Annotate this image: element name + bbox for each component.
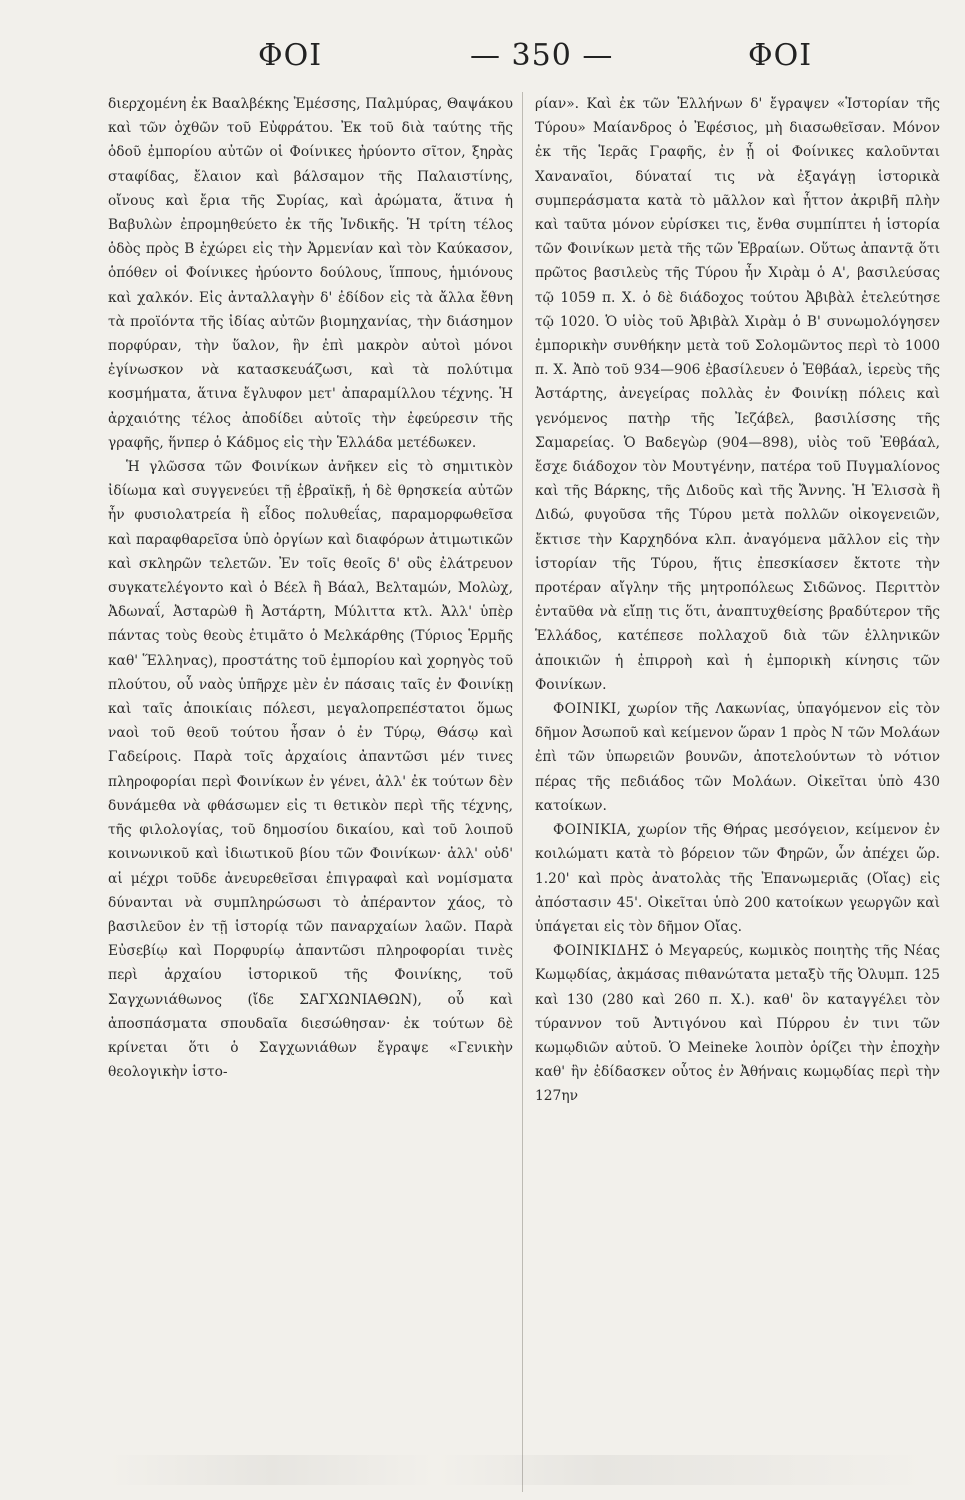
column-divider xyxy=(522,92,523,1492)
entry-body: ὁ Μεγαρεύς, κωμικὸς ποιητὴς τῆς Νέας Κωμῳδίας, ἀκμάσας πιθανώτατα μεταξὺ τῆς Ὀλυμπ. 125 καὶ 130 (280 καὶ 260 π. Χ.). καθ' ὃν καταγγέλει τὸν τύραννον τοῦ Ἀντιγόνου καὶ Πύρρου ἐν τινι τῶν κωμῳδιῶν αὐτοῦ. Ὁ Meineke λοιπὸν ὁρίζει τὴν ἐποχὴν καθ' ἣν ἐδίδασκεν οὗτος ἐν Ἀθήναις κωμῳδίας περὶ τὴν 127ην xyxy=(535,943,940,1105)
header-right-guideword: ΦΟΙ xyxy=(748,38,813,73)
header-left-guideword: ΦΟΙ xyxy=(258,38,323,73)
entry-phoinikia xyxy=(535,818,940,939)
entry-body: , χωρίον τῆς Θήρας μεσόγειον, κείμενον ἐν κοιλώματι κατὰ τὸ βόρειον τῶν Φηρῶν, ὧν ἀπέχει ὥρ. 1.20' καὶ πρὸς ἀνατολὰς τῆς Ἐπανωμεριᾶς (Οἴας) εἰς ἀπόστασιν 45'. Οἰκεῖται ὑπὸ 200 κατοίκων γεωργῶν καὶ ὑπάγεται εἰς τὸν δῆμον Οἴας. xyxy=(535,822,940,935)
entry-headword: ΦΟΙΝΙΚΙΑ xyxy=(553,822,627,839)
entry-headword: ΦΟΙΝΙΚΙΔΗΣ xyxy=(553,943,650,960)
left-paragraph-2: Ἡ γλῶσσα τῶν Φοινίκων ἀνῆκεν εἰς τὸ σημιτικὸν ἰδίωμα καὶ συγγενεύει τῇ ἑβραϊκῇ, ἡ δὲ θρησκεία αὐτῶν ἦν φυσιολατρεία ἢ εἶδος πολυθεΐας, παραμορφωθεῖσα καὶ παραφθαρεῖσα ὑπὸ ὀργίων καὶ διαφόρων ἀτιμωτικῶν καὶ σκληρῶν τελετῶν. Ἐν τοῖς θεοῖς δ' οὓς ἐλάτρευον συγκατελέγοντο καὶ ὁ Βέελ ἢ Βάαλ, Βελταμών, Μολὼχ, Ἀδωναΐ, Ἀσταρὼθ ἢ Ἀστάρτη, Μύλιττα κτλ. Ἀλλ' ὑπὲρ πάντας τοὺς θεοὺς ἐτιμᾶτο ὁ Μελκάρθης (Τύριος Ἑρμῆς καθ' Ἕλληνας), προστάτης τοῦ ἐμπορίου καὶ χορηγὸς τοῦ πλούτου, οὗ ναὸς ὑπῆρχε μὲν ἐν πάσαις ταῖς ἐν Φοινίκῃ καὶ ταῖς ἀποικίαις πόλεσι, μεγαλοπρεπέστατοι ὅμως ναοὶ τοῦ θεοῦ τούτου ἦσαν ὁ ἐν Τύρῳ, Θάσῳ καὶ Γαδείροις. Παρὰ τοῖς ἀρχαίοις ἀπαντῶσι μέν τινες πληροφορίαι περὶ Φοινίκων ἐν γένει, ἀλλ' ἐκ τούτων δὲν δυνάμεθα νὰ φθάσωμεν εἰς τι θετικὸν περὶ τῆς τέχνης, τῆς φιλολογίας, τοῦ δημοσίου δικαίου, καὶ τοῦ λοιποῦ κοινωνικοῦ καὶ ἰδιωτικοῦ βίου τῶν Φοινίκων· ἀλλ' οὐδ' αἱ μέχρι τοῦδε ἀνευρεθεῖσαι ἐπιγραφαὶ καὶ νομίσματα δύνανται νὰ συμπληρώσωσι τὸ ἀπέραντον χάος, τὸ βασιλεῦον ἐν τῇ ἱστορίᾳ τῶν παναρχαίων λαῶν. Παρὰ Εὐσεβίῳ καὶ Πορφυρίῳ ἀπαντῶσι πληροφορίαι τινὲς περὶ ἀρχαίου ἱστορικοῦ τῆς Φοινίκης, τοῦ Σαγχωνιάθωνος (ἴδε ΣΑΓΧΩΝΙΑΘΩΝ), οὗ καὶ ἀποσπάσματα σπουδαῖα διεσώθησαν· ἐκ τούτων δὲ κρίνεται ὅτι ὁ Σαγχωνιάθων ἔγραψε «Γενικὴν θεολογικὴν ἱστο- xyxy=(108,459,513,1081)
right-column xyxy=(535,92,940,1492)
entry-body: , χωρίον τῆς Λακωνίας, ὑπαγόμενον εἰς τὸν δῆμον Ἀσωποῦ καὶ κείμενον ὥραν 1 πρὸς Ν τῶν Μολάων ἐπὶ τῶν ὑπωρειῶν βουνῶν, ἀποτελούντων τὸ νότιον πέρας τῆς πεδιάδος τῶν Μολάων. Οἰκεῖται ὑπὸ 430 κατοίκων. xyxy=(535,701,940,814)
entry-phoinikides xyxy=(535,939,940,1108)
page-header xyxy=(0,38,965,78)
right-paragraph-1: ρίαν». Καὶ ἐκ τῶν Ἑλλήνων δ' ἔγραψεν «Ἱστορίαν τῆς Τύρου» Μαίανδρος ὁ Ἐφέσιος, μὴ διασωθεῖσαν. Μόνον ἐκ τῆς Ἱερᾶς Γραφῆς, ἐν ᾗ οἱ Φοίνικες καλοῦνται Χαναναῖοι, δύναταί τις νὰ ἐξαγάγῃ ἱστορικὰ συμπεράσματα κατὰ τὸ μᾶλλον καὶ ἧττον ἀκριβῆ πλὴν καὶ ταῦτα μόνον εὑρίσκει τις, ἔνθα συμπίπτει ἡ ἱστορία τῶν Φοινίκων μετὰ τῆς τῶν Ἑβραίων. Οὕτως ἀπαντᾷ ὅτι πρῶτος βασιλεὺς τῆς Τύρου ἦν Χιρὰμ ὁ Α', βασιλεύσας τῷ 1059 π. Χ. ὁ δὲ διάδοχος τούτου Ἀβιβὰλ ἐτελεύτησε τῷ 1020. Ὁ υἱὸς τοῦ Ἀβιβὰλ Χιρὰμ ὁ Β' συνωμολόγησεν ἐμπορικὴν συνθήκην μετὰ τοῦ Σολομῶντος περὶ τὸ 1000 π. Χ. Ἀπὸ τοῦ 934—906 ἐβασίλευεν ὁ Ἐθβάαλ, ἱερεὺς τῆς Ἀστάρτης, ἀνεγείρας πολλὰς ἐν Φοινίκῃ πόλεις καὶ γενόμενος πατὴρ τῆς Ἰεζάβελ, βασιλίσσης τῆς Σαμαρείας. Ὁ Βαδεγὼρ (904—898), υἱὸς τοῦ Ἐθβάαλ, ἔσχε διάδοχον τὸν Μουτγένην, πατέρα τοῦ Πυγμαλίονος καὶ τῆς Βάρκης, τῆς Διδοῦς καὶ τῆς Ἄννης. Ἡ Ἐλισσὰ ἢ Διδώ, φυγοῦσα τῆς Τύρου μετὰ πολλῶν οἰκογενειῶν, ἔκτισε τὴν Καρχηδόνα κλπ. ἀναγόμενα μᾶλλον εἰς τὴν ἱστορίαν τῆς Τύρου, ἥτις ἐπεσκίασεν ἔκτοτε τὴν προτέραν αἴγλην τῆς μητροπόλεως Σιδῶνος. Περιττὸν ἐνταῦθα νὰ εἴπῃ τις ὅτι, ἀναπτυχθείσης βραδύτερον τῆς Ἑλλάδος, κατέπεσε πολλαχοῦ διὰ τῶν ἑλληνικῶν ἀποικιῶν ἡ ἐπιρροὴ καὶ ἡ ἐμπορικὴ κίνησις τῶν Φοινίκων. xyxy=(535,96,940,693)
page-number: — 350 — xyxy=(470,38,614,73)
left-paragraph-1: διερχομένη ἐκ Βααλβέκης Ἐμέσσης, Παλμύρας, Θαψάκου καὶ τῶν ὀχθῶν τοῦ Εὐφράτου. Ἐκ τοῦ διὰ ταύτης τῆς ὁδοῦ ἐμπορίου αὐτῶν οἱ Φοίνικες ἠρύοντο σῖτον, ξηρὰς σταφίδας, ἔλαιον καὶ βάλσαμον τῆς Παλαιστίνης, οἴνους καὶ ἔρια τῆς Συρίας, καὶ ἀρώματα, ἅτινα ἡ Βαβυλὼν ἐπρομηθεύετο ἐκ τῆς Ἰνδικῆς. Ἡ τρίτη τέλος ὁδὸς πρὸς Β ἐχώρει εἰς τὴν Ἀρμενίαν καὶ τὸν Καύκασον, ὁπόθεν οἱ Φοίνικες ἠρύοντο δούλους, ἵππους, ἡμιόνους καὶ χαλκόν. Εἰς ἀνταλλαγὴν δ' ἐδίδον εἰς τὰ ἄλλα ἔθνη τὰ προϊόντα τῆς ἰδίας αὐτῶν βιομηχανίας, τὴν διάσημον πορφύραν, τὴν ὕαλον, ἣν ἐπὶ μακρὸν αὐτοὶ μόνοι ἐγίνωσκον νὰ κατασκευάζωσι, καὶ τὰ πολύτιμα κοσμήματα, ἅτινα ἔγλυφον μετ' ἀπαραμίλλου τέχνης. Ἡ ἀρχαιότης τέλος ἀποδίδει αὐτοῖς τὴν ἐφεύρεσιν τῆς γραφῆς, ἥνπερ ὁ Κάδμος εἰς τὴν Ἑλλάδα μετέδωκεν. xyxy=(108,96,513,451)
entry-phoiniki xyxy=(535,697,940,818)
scan-watermark-noise xyxy=(108,1455,928,1485)
entry-headword: ΦΟΙΝΙΚΙ xyxy=(553,701,617,718)
left-column xyxy=(108,92,513,1492)
